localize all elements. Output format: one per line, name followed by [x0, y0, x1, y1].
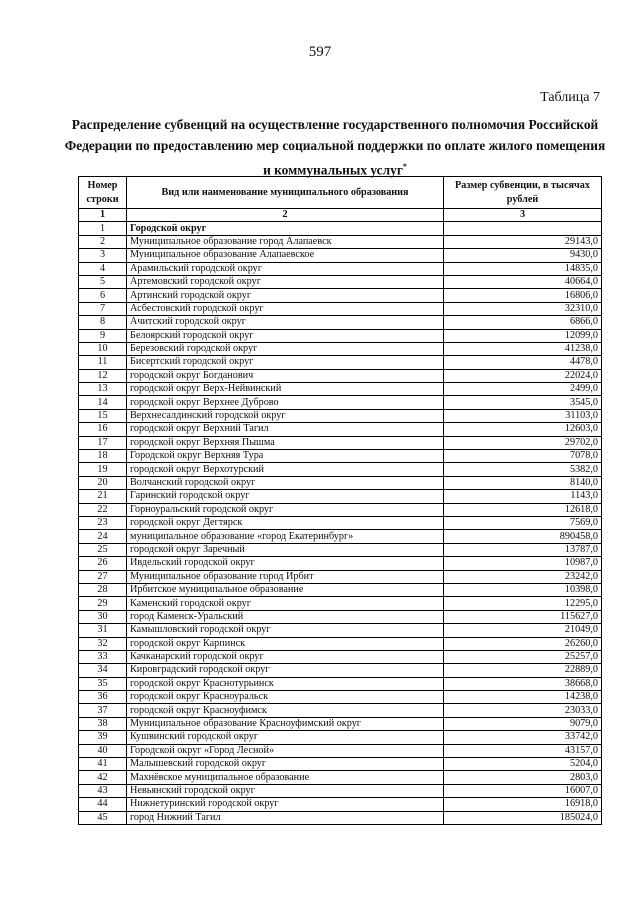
row-number: 31 — [79, 624, 127, 637]
municipality-name: городской округ Богданович — [127, 369, 444, 382]
table-row — [79, 664, 602, 677]
table-row — [79, 610, 602, 623]
municipality-name: город Нижний Тагил — [127, 811, 444, 824]
subsidy-amount: 2803,0 — [444, 771, 602, 784]
municipality-name: Нижнетуринский городской округ — [127, 798, 444, 811]
table-row — [79, 275, 602, 288]
row-number: 14 — [79, 396, 127, 409]
subsidy-amount: 5204,0 — [444, 758, 602, 771]
subsidy-amount: 9079,0 — [444, 717, 602, 730]
table-row — [79, 597, 602, 610]
subsidy-amount: 38668,0 — [444, 677, 602, 690]
municipality-name: городской округ Верх-Нейвинский — [127, 383, 444, 396]
subsidy-amount: 25257,0 — [444, 650, 602, 663]
row-number: 41 — [79, 758, 127, 771]
row-number: 33 — [79, 650, 127, 663]
table-row — [79, 409, 602, 422]
table-row — [79, 717, 602, 730]
municipality-name: городской округ Карпинск — [127, 637, 444, 650]
subsidy-amount: 6866,0 — [444, 316, 602, 329]
row-number: 26 — [79, 557, 127, 570]
subsidy-amount: 29702,0 — [444, 436, 602, 449]
table-row — [79, 289, 602, 302]
row-number: 30 — [79, 610, 127, 623]
row-number: 43 — [79, 784, 127, 797]
row-number: 38 — [79, 717, 127, 730]
row-number: 29 — [79, 597, 127, 610]
row-number: 24 — [79, 530, 127, 543]
municipality-name: Кушвинский городской округ — [127, 731, 444, 744]
table-label: Таблица 7 — [540, 90, 600, 105]
subsidy-amount: 40664,0 — [444, 275, 602, 288]
footnote-mark: * — [402, 162, 407, 171]
municipality-name: Махнёвское муниципальное образование — [127, 771, 444, 784]
table-row — [79, 784, 602, 797]
row-number: 7 — [79, 302, 127, 315]
subsidy-amount: 10398,0 — [444, 583, 602, 596]
municipality-name: Арамильский городской округ — [127, 262, 444, 275]
subsidy-amount: 8140,0 — [444, 476, 602, 489]
table-row — [79, 811, 602, 824]
subsidy-amount: 12618,0 — [444, 503, 602, 516]
page-number: 597 — [308, 44, 332, 60]
municipality-name: Бисертский городской округ — [127, 356, 444, 369]
group-row — [79, 222, 602, 235]
municipality-name: Ирбитское муниципальное образование — [127, 583, 444, 596]
municipality-name: Артинский городской округ — [127, 289, 444, 302]
municipality-name: Городской округ «Город Лесной» — [127, 744, 444, 757]
municipality-name: город Каменск-Уральский — [127, 610, 444, 623]
row-number: 20 — [79, 476, 127, 489]
subsidy-amount: 12295,0 — [444, 597, 602, 610]
subsidy-amount: 1143,0 — [444, 490, 602, 503]
table-row — [79, 624, 602, 637]
row-number: 28 — [79, 583, 127, 596]
municipality-name: Ивдельский городской округ — [127, 557, 444, 570]
column-index: 1 — [79, 209, 127, 222]
municipality-name: Верхнесалдинский городской округ — [127, 409, 444, 422]
row-number: 4 — [79, 262, 127, 275]
subsidy-amount: 7569,0 — [444, 516, 602, 529]
row-number: 39 — [79, 731, 127, 744]
table-row — [79, 516, 602, 529]
subsidy-amount: 13787,0 — [444, 543, 602, 556]
municipality-name: Невьянский городской округ — [127, 784, 444, 797]
table-row — [79, 450, 602, 463]
municipality-name: Березовский городской округ — [127, 342, 444, 355]
municipality-name: Муниципальное образование Алапаевское — [127, 249, 444, 262]
header-row — [79, 177, 602, 209]
subsidy-amount: 23242,0 — [444, 570, 602, 583]
table-row — [79, 637, 602, 650]
municipality-name: Артемовский городской округ — [127, 275, 444, 288]
subsidy-table — [78, 176, 602, 825]
municipality-name: городской округ Красноуральск — [127, 691, 444, 704]
subsidy-amount: 4478,0 — [444, 356, 602, 369]
table-row — [79, 583, 602, 596]
municipality-name: городской округ Заречный — [127, 543, 444, 556]
table-row — [79, 463, 602, 476]
subsidy-amount: 14835,0 — [444, 262, 602, 275]
municipality-name: городской округ Красноуфимск — [127, 704, 444, 717]
header-subsidy-amount: Размер субвенции, в тысячах рублей — [444, 177, 602, 209]
row-number: 9 — [79, 329, 127, 342]
subsidy-amount: 21049,0 — [444, 624, 602, 637]
row-number: 6 — [79, 289, 127, 302]
row-number: 16 — [79, 423, 127, 436]
row-number: 34 — [79, 664, 127, 677]
row-number: 8 — [79, 316, 127, 329]
table-row — [79, 744, 602, 757]
row-number: 40 — [79, 744, 127, 757]
row-number: 15 — [79, 409, 127, 422]
row-number: 12 — [79, 369, 127, 382]
row-number: 2 — [79, 235, 127, 248]
table-row — [79, 329, 602, 342]
subsidy-amount: 10987,0 — [444, 557, 602, 570]
municipality-name: Качканарский городской округ — [127, 650, 444, 663]
table-row — [79, 476, 602, 489]
header-row-number: Номер строки — [79, 177, 127, 209]
subsidy-amount: 31103,0 — [444, 409, 602, 422]
subsidy-amount: 5382,0 — [444, 463, 602, 476]
table-row — [79, 369, 602, 382]
table-row — [79, 543, 602, 556]
subsidy-amount: 16806,0 — [444, 289, 602, 302]
table-row — [79, 423, 602, 436]
row-number: 37 — [79, 704, 127, 717]
row-number: 11 — [79, 356, 127, 369]
subsidy-amount: 2499,0 — [444, 383, 602, 396]
municipality-name: Каменский городской округ — [127, 597, 444, 610]
row-number: 1 — [79, 222, 127, 235]
row-number: 3 — [79, 249, 127, 262]
municipality-name: Гаринский городской округ — [127, 490, 444, 503]
table-row — [79, 650, 602, 663]
table-title-text: Распределение субвенций на осуществление государственного полномочия Российской Федерации по предоставлению мер социальной поддержки по оплате жилого помещения и коммунальных услуг — [64, 117, 606, 178]
subsidy-amount: 22889,0 — [444, 664, 602, 677]
municipality-name: Камышловский городской округ — [127, 624, 444, 637]
subsidy-amount: 890458,0 — [444, 530, 602, 543]
row-number: 13 — [79, 383, 127, 396]
row-number: 10 — [79, 342, 127, 355]
row-number: 35 — [79, 677, 127, 690]
column-index-row — [79, 209, 602, 222]
subsidy-amount: 3545,0 — [444, 396, 602, 409]
row-number: 45 — [79, 811, 127, 824]
row-amount — [444, 222, 602, 235]
table-title — [60, 114, 610, 180]
municipality-name: Малышевский городской округ — [127, 758, 444, 771]
table-row — [79, 530, 602, 543]
subsidy-amount: 115627,0 — [444, 610, 602, 623]
municipality-name: Городской округ Верхняя Тура — [127, 450, 444, 463]
row-number: 19 — [79, 463, 127, 476]
table-row — [79, 249, 602, 262]
table-row — [79, 557, 602, 570]
row-number: 36 — [79, 691, 127, 704]
row-number: 22 — [79, 503, 127, 516]
table-row — [79, 570, 602, 583]
municipality-name: Муниципальное образование город Ирбит — [127, 570, 444, 583]
row-number: 21 — [79, 490, 127, 503]
subsidy-amount: 26260,0 — [444, 637, 602, 650]
municipality-name: Асбестовский городской округ — [127, 302, 444, 315]
subsidy-amount: 29143,0 — [444, 235, 602, 248]
subsidy-amount: 32310,0 — [444, 302, 602, 315]
row-number: 17 — [79, 436, 127, 449]
row-number: 42 — [79, 771, 127, 784]
table-row — [79, 436, 602, 449]
table-row — [79, 731, 602, 744]
group-name: Городской округ — [127, 222, 444, 235]
subsidy-amount: 43157,0 — [444, 744, 602, 757]
table-row — [79, 302, 602, 315]
row-number: 5 — [79, 275, 127, 288]
municipality-name: городской округ Верхотурский — [127, 463, 444, 476]
table-row — [79, 503, 602, 516]
municipality-name: Горноуральский городской округ — [127, 503, 444, 516]
municipality-name: городской округ Верхнее Дуброво — [127, 396, 444, 409]
table-row — [79, 798, 602, 811]
municipality-name: Муниципальное образование Красноуфимский округ — [127, 717, 444, 730]
subsidy-amount: 12099,0 — [444, 329, 602, 342]
table-row — [79, 490, 602, 503]
table-row — [79, 262, 602, 275]
row-number: 23 — [79, 516, 127, 529]
municipality-name: Ачитский городской округ — [127, 316, 444, 329]
table-row — [79, 677, 602, 690]
municipality-name: городской округ Верхняя Пышма — [127, 436, 444, 449]
column-index: 3 — [444, 209, 602, 222]
municipality-name: городской округ Дегтярск — [127, 516, 444, 529]
table-row — [79, 704, 602, 717]
subsidy-amount: 185024,0 — [444, 811, 602, 824]
municipality-name: Белоярский городской округ — [127, 329, 444, 342]
municipality-name: городской округ Верхний Тагил — [127, 423, 444, 436]
table-row — [79, 758, 602, 771]
table-row — [79, 691, 602, 704]
table-row — [79, 356, 602, 369]
subsidy-amount: 33742,0 — [444, 731, 602, 744]
table-row — [79, 383, 602, 396]
subsidy-amount: 16007,0 — [444, 784, 602, 797]
table-row — [79, 396, 602, 409]
row-number: 25 — [79, 543, 127, 556]
municipality-name: Муниципальное образование город Алапаевск — [127, 235, 444, 248]
header-municipality: Вид или наименование муниципального образования — [127, 177, 444, 209]
municipality-name: Кировградский городской округ — [127, 664, 444, 677]
subsidy-amount: 41238,0 — [444, 342, 602, 355]
row-number: 44 — [79, 798, 127, 811]
subsidy-amount: 14238,0 — [444, 691, 602, 704]
table-row — [79, 235, 602, 248]
municipality-name: городской округ Краснотурьинск — [127, 677, 444, 690]
municipality-name: муниципальное образование «город Екатеринбург» — [127, 530, 444, 543]
subsidy-amount: 9430,0 — [444, 249, 602, 262]
subsidy-amount: 23033,0 — [444, 704, 602, 717]
table-row — [79, 316, 602, 329]
subsidy-amount: 22024,0 — [444, 369, 602, 382]
table-row — [79, 342, 602, 355]
row-number: 27 — [79, 570, 127, 583]
table-row — [79, 771, 602, 784]
column-index: 2 — [127, 209, 444, 222]
row-number: 32 — [79, 637, 127, 650]
subsidy-amount: 7078,0 — [444, 450, 602, 463]
subsidy-amount: 12603,0 — [444, 423, 602, 436]
municipality-name: Волчанский городской округ — [127, 476, 444, 489]
row-number: 18 — [79, 450, 127, 463]
subsidy-amount: 16918,0 — [444, 798, 602, 811]
